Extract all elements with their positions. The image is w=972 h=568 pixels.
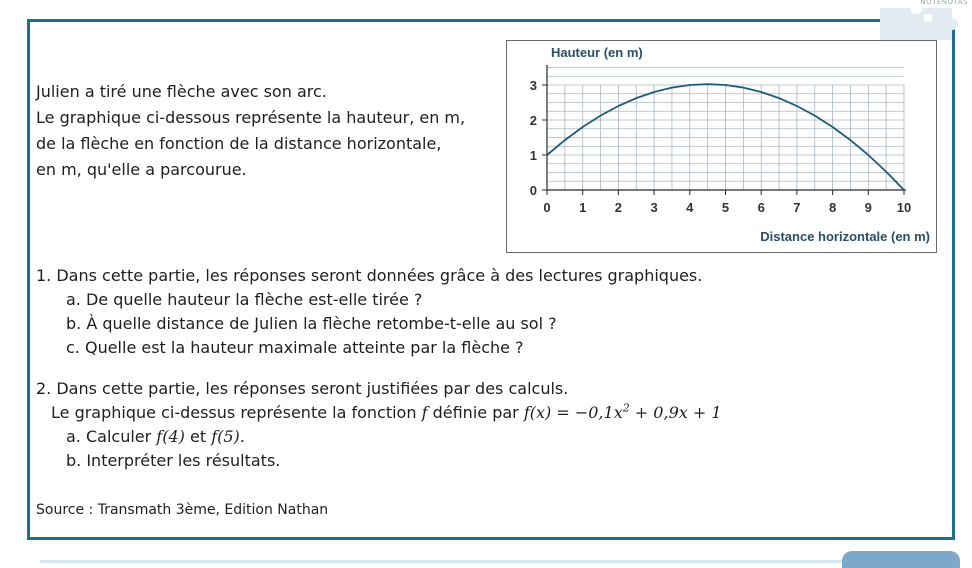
chart-title: Hauteur (en m): [551, 45, 643, 60]
q2-b: b. Interpréter les résultats.: [66, 451, 281, 470]
x-tick-label: 3: [650, 200, 658, 215]
x-tick-label: 7: [793, 200, 801, 215]
f4: f(4): [156, 427, 185, 446]
x-tick-label: 6: [757, 200, 765, 215]
q1-a: a. De quelle hauteur la flèche est-elle tirée ?: [66, 290, 423, 309]
questions: [36, 264, 722, 473]
formula-left: f(x) = −0,1x: [523, 403, 623, 422]
x-tick-label: 10: [896, 200, 912, 215]
q2-intro: [36, 401, 722, 425]
formula-exponent: 2: [622, 401, 630, 415]
x-tick-label: 4: [686, 200, 694, 215]
f5: f(5).: [211, 427, 245, 446]
intro-line: Le graphique ci-dessous représente la hauteur, en m,: [36, 108, 466, 127]
intro-line: en m, qu'elle a parcourue.: [36, 160, 247, 179]
q2-title: 2. Dans cette partie, les réponses seront justifiées par des calculs.: [36, 379, 569, 398]
trajectory-chart: [507, 41, 936, 252]
intro-line: de la flèche en fonction de la distance horizontale,: [36, 134, 442, 153]
intro-text: [36, 79, 465, 183]
x-tick-label: 9: [864, 200, 872, 215]
q2-intro-text: Le graphique ci-dessus représente la fonction: [51, 403, 417, 422]
source-citation: Source : Transmath 3ème, Edition Nathan: [36, 502, 329, 518]
x-tick-label: 1: [579, 200, 587, 215]
x-tick-label: 0: [543, 200, 551, 215]
q1-b: b. À quelle distance de Julien la flèche retombe-t-elle au sol ?: [66, 314, 557, 333]
y-tick-label: 1: [529, 148, 537, 163]
q2-a-et: et: [189, 427, 207, 446]
bottom-divider: [40, 560, 930, 563]
intro-line: Julien a tiré une flèche avec son arc.: [36, 82, 327, 101]
y-tick-label: 2: [529, 113, 537, 128]
bottom-tab: [842, 551, 960, 568]
q2-a-prefix: a. Calculer: [66, 427, 152, 446]
x-tick-label: 5: [721, 200, 730, 215]
q2-defined-by: définie par: [432, 403, 519, 422]
y-tick-label: 3: [529, 78, 537, 93]
q1-c: c. Quelle est la hauteur maximale atteinte par la flèche ?: [66, 338, 524, 357]
logo-text: NOTENOTAS: [920, 0, 968, 6]
q1-title: 1. Dans cette partie, les réponses seront données grâce à des lectures graphiques.: [36, 266, 703, 285]
formula-right: + 0,9x + 1: [629, 403, 722, 422]
x-axis-label: Distance horizontale (en m): [760, 229, 930, 244]
x-tick-label: 8: [828, 200, 837, 215]
q2-a: [36, 425, 722, 449]
formula: [524, 403, 722, 422]
y-tick-label: 0: [529, 183, 537, 198]
chart-container: [506, 40, 937, 253]
f-symbol: f: [421, 403, 428, 422]
x-tick-label: 2: [614, 200, 623, 215]
